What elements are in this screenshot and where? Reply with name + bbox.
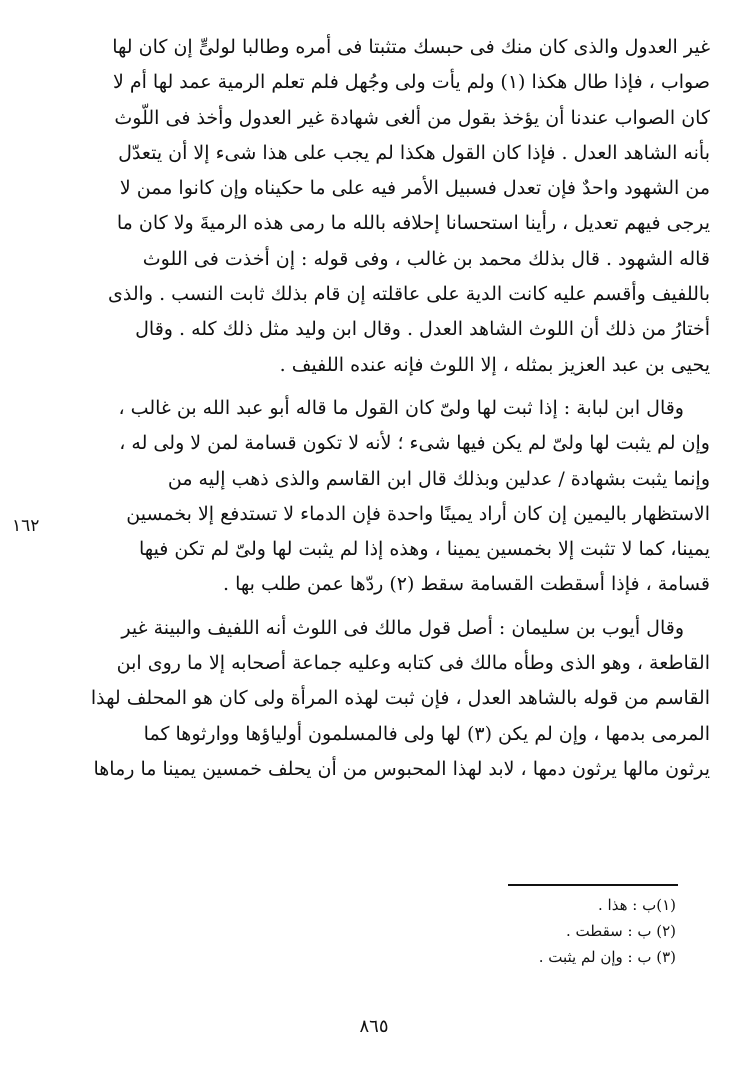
text-line: وإن لم يثبت لها ولىّ لم يكن فيها شىء ؛ لأنه لا تكون قسامة لمن لا ولى له ، xyxy=(119,432,710,455)
text-line: يحيى بن عبد العزيز بمثله ، إلا اللوث فإنه عنده اللفيف . xyxy=(279,353,710,376)
text-line: من الشهود واحدٌ فإن تعدل فسبيل الأمر فيه على ما حكيناه وإن كانوا ممن لا xyxy=(119,177,710,200)
text-line: وقال ابن لبابة : إذا ثبت لها ولىّ كان القول ما قاله أبو عبد الله بن غالب ، xyxy=(118,396,684,419)
footnote-divider xyxy=(508,884,678,886)
text-line: باللفيف وأقسم عليه كانت الدية على عاقلته إن قام بذلك ثابت النسب . والذى xyxy=(107,283,710,306)
text-line: يرجى فيهم تعديل ، رأينا استحسانا إحلافه بالله ما رمى هذه الرميةَ ولا كان ما xyxy=(116,212,710,235)
footnote-item: (٢) ب : سقطت . xyxy=(566,922,676,940)
manuscript-folio-number: ١٦٢ xyxy=(12,516,40,536)
paragraph-3 xyxy=(60,611,710,787)
text-line: قسامة ، فإذا أسقطت القسامة سقط (٢) ردّها عمن طلب بها . xyxy=(223,573,710,596)
text-line: قاله الشهود . قال بذلك محمد بن غالب ، وفى قوله : إن أخذت فى اللوث xyxy=(142,247,710,270)
text-line: بأنه الشاهد العدل . فإذا كان القول هكذا لم يجب على هذا شىء إلا أن يتعدّل xyxy=(118,141,710,164)
footnote-item: (٣) ب : وإن لم يثبت . xyxy=(538,948,676,966)
text-line: صواب ، فإذا طال هكذا (١) ولم يأت ولى وجُهل فلم تعلم الرمية عمد لها أم لا xyxy=(112,71,710,94)
text-line: الاستظهار باليمين إن كان أراد يمينًا واحدة فإن الدماء لا تستدفع إلا بخمسين xyxy=(126,502,710,525)
text-line: يرثون مالها يرثون دمها ، لابد لهذا المحبوس من أن يحلف خمسين يمينا ما رماها xyxy=(93,757,710,780)
text-line: غير العدول والذى كان منك فى حبسك متثبتا فى أمره وطالبا لولىٍّ إن كان لها xyxy=(112,36,710,58)
page-number: ٨٦٥ xyxy=(359,1016,389,1037)
text-line: القاسم من قوله بالشاهد العدل ، فإن ثبت لهذه المرأة ولى كان هو المحلف لهذا xyxy=(90,687,710,710)
text-line: كان الصواب عندنا أن يؤخذ بقول من ألغى شهادة غير العدول وأخذ فى اللّوث xyxy=(114,106,710,129)
footnote-item: (١)ب : هذا . xyxy=(598,896,676,914)
text-line: القاطعة ، وهو الذى وطأه مالك فى كتابه وعليه جماعة أصحابه إلا ما روى ابن xyxy=(116,652,710,675)
paragraph-1 xyxy=(60,30,710,383)
text-line: وقال أيوب بن سليمان : أصل قول مالك فى اللوث أنه اللفيف والبينة غير xyxy=(121,616,684,639)
text-line: وإنما يثبت بشهادة / عدلين وبذلك قال ابن القاسم والذى ذهب إليه من xyxy=(167,467,710,490)
main-text xyxy=(60,30,710,787)
text-line: يمينا، كما لا تثبت إلا بخمسين يمينا ، وهذه إذا لم يثبت لها ولىّ لم تكن فيها xyxy=(139,538,710,561)
footnotes xyxy=(436,892,676,970)
text-line: أختارُ من ذلك أن اللوث الشاهد العدل . وقال ابن وليد مثل ذلك كله . وقال xyxy=(135,318,710,341)
text-line: المرمى بدمها ، وإن لم يكن (٣) لها ولى فالمسلمون أولياؤها ووارثوها كما xyxy=(143,722,710,745)
paragraph-2 xyxy=(60,391,710,603)
